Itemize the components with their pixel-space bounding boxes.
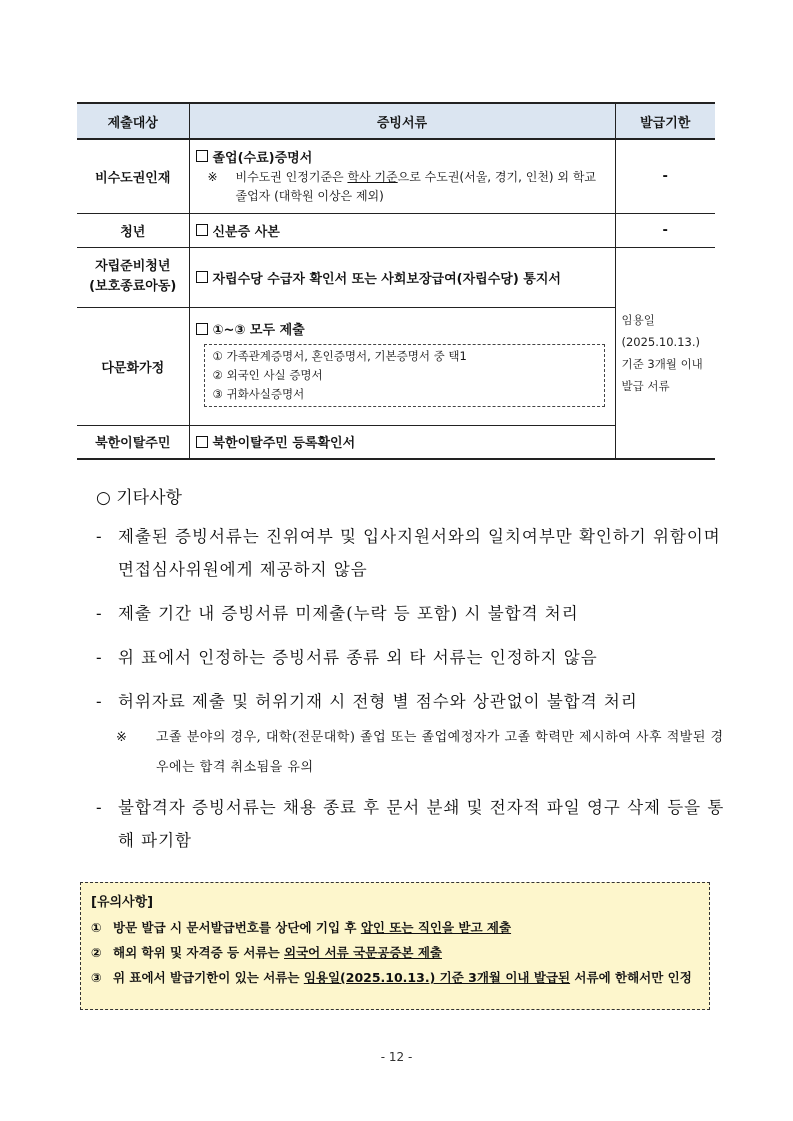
checkbox-icon	[196, 150, 208, 162]
criteria-note	[196, 168, 609, 206]
list-item	[96, 791, 726, 857]
table-row-independent	[77, 247, 715, 307]
caution-text	[113, 915, 699, 940]
multicultural-options-box	[204, 344, 605, 407]
required-documents-table	[77, 102, 715, 460]
doc-item	[196, 147, 609, 166]
documents-cell	[189, 247, 615, 307]
documents-cell	[189, 213, 615, 247]
note-mark: ※	[207, 169, 218, 184]
checkbox-icon	[196, 323, 208, 335]
deadline-line-4: 발급 서류	[621, 378, 670, 393]
deadline-line-3: 기준 3개월 이내	[621, 356, 703, 371]
bullet-text: 허위자료 제출 및 허위기재 시 전형 별 점수와 상관없이 불합격 처리	[118, 692, 638, 711]
reference-text: 고졸 분야의 경우, 대학(전문대학) 졸업 또는 졸업예정자가 고졸 학력만 제시하여 사후 적발된 경우에는 합격 취소됨을 유의	[156, 730, 724, 775]
bullet-text: 불합격자 증빙서류는 채용 종료 후 문서 분쇄 및 전자적 파일 영구 삭제 등을 통해 파기함	[118, 798, 725, 850]
bullet-dash: -	[96, 527, 102, 546]
target-line-1: 자립준비청년	[95, 259, 171, 274]
caution-text-a: 방문 발급 시 문서발급번호를 상단에 기입 후	[113, 920, 361, 935]
checkbox-icon	[196, 436, 208, 448]
doc-item	[196, 221, 609, 240]
bullet-text: 제출 기간 내 증빙서류 미제출(누락 등 포함) 시 불합격 처리	[118, 604, 579, 623]
list-item	[96, 641, 726, 674]
reference-note	[96, 723, 726, 783]
documents-cell	[189, 425, 615, 459]
target-cell	[77, 247, 189, 307]
deadline-line-2: (2025.10.13.)	[621, 334, 700, 349]
target-line-2: (보호종료아동)	[89, 279, 177, 294]
checkbox-icon	[196, 224, 208, 236]
note-text-b: 으로 수도권(서울, 경기, 인천) 외 학교 졸업자 (대학원 이상은 제외)	[235, 169, 597, 203]
target-cell: 청년	[77, 213, 189, 247]
checkbox-icon	[196, 271, 208, 283]
doc-item	[196, 432, 609, 451]
table-header-row	[77, 103, 715, 139]
note-text-a: 비수도권 인정기준은	[235, 169, 348, 184]
caution-text-underlined: 압인 또는 직인을 받고 제출	[360, 920, 512, 935]
bullet-dash: -	[96, 692, 102, 711]
section-heading: ○ 기타사항	[96, 488, 182, 508]
list-item	[96, 597, 726, 630]
header-deadline: 발급기한	[615, 103, 715, 139]
caution-number: ②	[91, 945, 102, 960]
caution-number: ①	[91, 920, 102, 935]
caution-item	[91, 915, 699, 940]
documents-cell	[189, 139, 615, 213]
target-cell: 북한이탈주민	[77, 425, 189, 459]
doc-item	[196, 319, 609, 338]
option-item: ③ 귀화사실증명서	[212, 387, 305, 401]
list-item	[96, 685, 726, 718]
header-documents: 증빙서류	[189, 103, 615, 139]
notes-list	[96, 520, 726, 868]
documents-cell	[189, 307, 615, 425]
note-text-underlined: 학사 기준	[347, 169, 398, 184]
note-text	[230, 168, 609, 206]
bullet-text: 제출된 증빙서류는 진위여부 및 입사지원서와의 일치여부만 확인하기 위함이며 면접심사위원에게 제공하지 않음	[118, 527, 721, 579]
caution-text-a: 위 표에서 발급기한이 있는 서류는	[113, 970, 304, 985]
list-item	[96, 520, 726, 586]
doc-label: 북한이탈주민 등록확인서	[212, 436, 356, 452]
target-cell: 비수도권인재	[77, 139, 189, 213]
doc-item	[196, 268, 609, 287]
target-cell: 다문화가정	[77, 307, 189, 425]
deadline-cell: -	[615, 139, 715, 213]
doc-label: 자립수당 수급자 확인서 또는 사회보장급여(자립수당) 통지서	[212, 271, 561, 287]
header-target: 제출대상	[77, 103, 189, 139]
doc-label: ①~③ 모두 제출	[212, 323, 305, 338]
deadline-line-1: 임용일	[621, 312, 655, 327]
deadline-cell: -	[615, 213, 715, 247]
table-row-youth	[77, 213, 715, 247]
caution-item	[91, 940, 699, 965]
shared-deadline-cell	[615, 247, 715, 459]
caution-text	[113, 940, 699, 965]
bullet-dash: -	[96, 604, 102, 623]
bullet-dash: -	[96, 798, 102, 817]
caution-text-a: 해외 학위 및 자격증 등 서류는	[113, 945, 285, 960]
option-item: ① 가족관계증명서, 혼인증명서, 기본증명서 중 택1	[212, 349, 467, 363]
bullet-text: 위 표에서 인정하는 증빙서류 종류 외 타 서류는 인정하지 않음	[118, 648, 598, 667]
option-item: ② 외국인 사실 증명서	[212, 368, 323, 382]
page-number: - 12 -	[380, 1050, 413, 1064]
caution-item	[91, 965, 699, 990]
caution-number: ③	[91, 970, 102, 985]
caution-title: [유의사항]	[91, 895, 154, 910]
bullet-dash: -	[96, 648, 102, 667]
caution-text	[113, 965, 699, 990]
caution-text-underlined: 외국어 서류 국문공증본 제출	[284, 945, 442, 960]
caution-text-underlined: 임용일(2025.10.13.) 기준 3개월 이내 발급된	[303, 970, 571, 985]
caution-text-b: 서류에 한해서만 인정	[570, 970, 692, 985]
doc-label: 신분증 사본	[212, 224, 280, 240]
reference-mark: ※	[116, 730, 128, 745]
caution-box	[80, 882, 710, 1010]
doc-label: 졸업(수료)증명서	[212, 150, 313, 166]
table-row-non-metro	[77, 139, 715, 213]
